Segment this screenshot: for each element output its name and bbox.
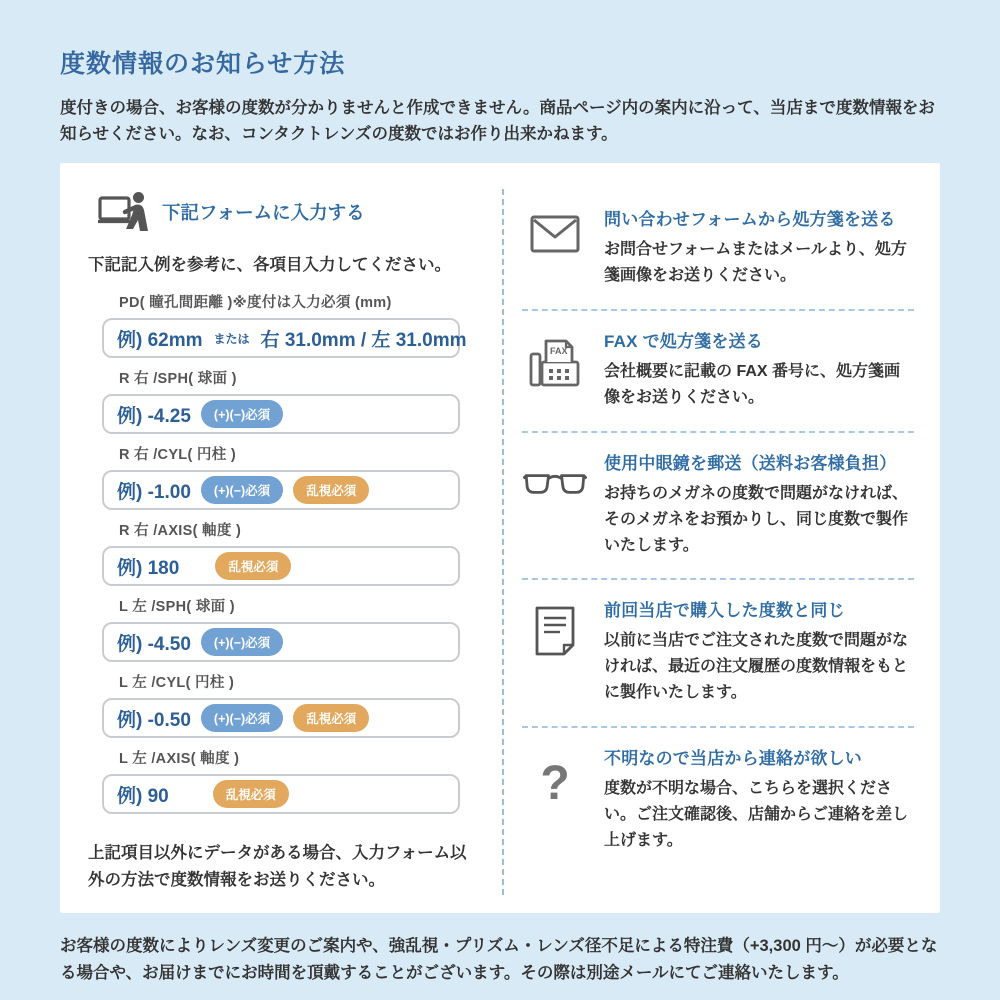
form-footer-note: 上記項目以外にデータがある場合、入力フォーム以外の方法で度数情報をお送りください。 <box>88 844 467 889</box>
method-body: 度数が不明な場合、こちらを選択ください。ご注文確認後、店舗からご連絡を差し上げます。 <box>604 780 909 849</box>
page-title: 度数情報のお知らせ方法 <box>60 50 346 78</box>
methods-card <box>60 163 940 913</box>
method-unknown-contact <box>522 726 914 874</box>
example-box-l-sph <box>102 622 460 662</box>
field-label-pd: PD( 瞳孔間距離 )※度付は入力必須 (mm) <box>119 295 392 312</box>
method-previous-order <box>522 578 914 726</box>
example-value: 例) 90 <box>117 785 169 807</box>
sign-required-badge: (+)(−)必須 <box>201 704 283 732</box>
example-box-r-sph <box>102 394 460 434</box>
method-contact-form <box>522 189 914 309</box>
example-box-r-cyl <box>102 470 460 510</box>
example-or-text: または <box>213 331 250 346</box>
form-instruction: 下記記入例を参考に、各項目入力してください。 <box>88 256 451 275</box>
sign-required-badge: (+)(−)必須 <box>201 628 283 656</box>
intro-text: 度付きの場合、お客様の度数が分かりませんと作成できません。商品ページ内の案内に沿って、当店まで度数情報をお知らせください。なお、コンタクトレンズの度数ではお作り出来かねます。 <box>60 99 935 143</box>
method-mail-glasses <box>522 431 914 579</box>
astigmatism-required-badge: 乱視必須 <box>293 476 369 504</box>
fax-icon <box>522 327 588 411</box>
method-content <box>604 327 914 411</box>
method-body: お問合せフォームまたはメールより、処方箋画像をお送りください。 <box>604 241 907 285</box>
method-fax <box>522 309 914 431</box>
field-label-r-cyl: R 右 /CYL( 円柱 ) <box>119 447 236 464</box>
example-box-r-axis <box>102 546 460 586</box>
presenter-icon <box>98 191 150 233</box>
method-content <box>604 744 914 854</box>
sign-required-badge: (+)(−)必須 <box>201 476 283 504</box>
field-label-r-sph: R 右 /SPH( 球面 ) <box>119 371 237 388</box>
astigmatism-required-badge: 乱視必須 <box>215 552 291 580</box>
method-content <box>604 205 914 289</box>
method-body: 会社概要に記載の FAX 番号に、処方箋画像をお送りください。 <box>604 362 901 406</box>
example-value: 例) 180 <box>117 557 180 579</box>
method-title: 使用中眼鏡を郵送（送料お客様負担） <box>604 453 897 473</box>
field-label-r-axis: R 右 /AXIS( 軸度 ) <box>119 523 242 540</box>
sign-required-badge: (+)(−)必須 <box>201 400 283 428</box>
field-label-l-axis: L 左 /AXIS( 軸度 ) <box>119 751 240 768</box>
form-section-header <box>98 191 474 233</box>
example-box-l-cyl <box>102 698 460 738</box>
svg-text:FAX: FAX <box>550 345 568 356</box>
question-icon: ? <box>540 757 570 811</box>
field-label-l-sph: L 左 /SPH( 球面 ) <box>119 599 235 616</box>
example-box-pd <box>102 318 467 358</box>
method-content <box>604 596 914 706</box>
mail-icon <box>522 205 588 289</box>
example-value: 例) -4.50 <box>117 633 191 655</box>
method-title: 不明なので当店から連絡が欲しい <box>604 749 862 769</box>
method-title: 問い合わせフォームから処方箋を送る <box>604 210 896 230</box>
footer-note: お客様の度数によりレンズ変更のご案内や、強乱視・プリズム・レンズ径不足による特注費（+3,300 円～）が必要となる場合や、お届けまでにお時間を頂戴することがございます。その際は別途メールにてご連絡いたします。 <box>60 936 938 982</box>
example-value: 例) -0.50 <box>117 709 191 731</box>
document-icon <box>522 596 588 706</box>
astigmatism-required-badge: 乱視必須 <box>213 780 289 808</box>
example-box-l-axis <box>102 774 460 814</box>
method-title: 前回当店で購入した度数と同じ <box>604 601 845 621</box>
form-section-title: 下記フォームに入力する <box>162 202 365 224</box>
example-value: 例) -4.25 <box>117 405 191 427</box>
form-example-column <box>60 163 502 913</box>
method-title: FAX で処方箋を送る <box>604 331 763 351</box>
glasses-icon <box>522 449 588 559</box>
method-body: お持ちのメガネの度数で問題がなければ、そのメガネをお預かりし、同じ度数で製作いたします。 <box>604 484 909 554</box>
example-value-alt: 右 31.0mm / 左 31.0mm <box>260 329 467 351</box>
example-value: 例) 62mm <box>117 329 203 351</box>
method-body: 以前に当店でご注文された度数で問題がなければ、最近の注文履歴の度数情報をもとに製作いたします。 <box>604 632 909 702</box>
astigmatism-required-badge: 乱視必須 <box>293 704 369 732</box>
alternative-methods-column <box>502 189 940 895</box>
method-content <box>604 449 914 559</box>
form-rows <box>102 291 467 814</box>
field-label-l-cyl: L 左 /CYL( 円柱 ) <box>119 675 235 692</box>
example-value: 例) -1.00 <box>117 481 191 503</box>
